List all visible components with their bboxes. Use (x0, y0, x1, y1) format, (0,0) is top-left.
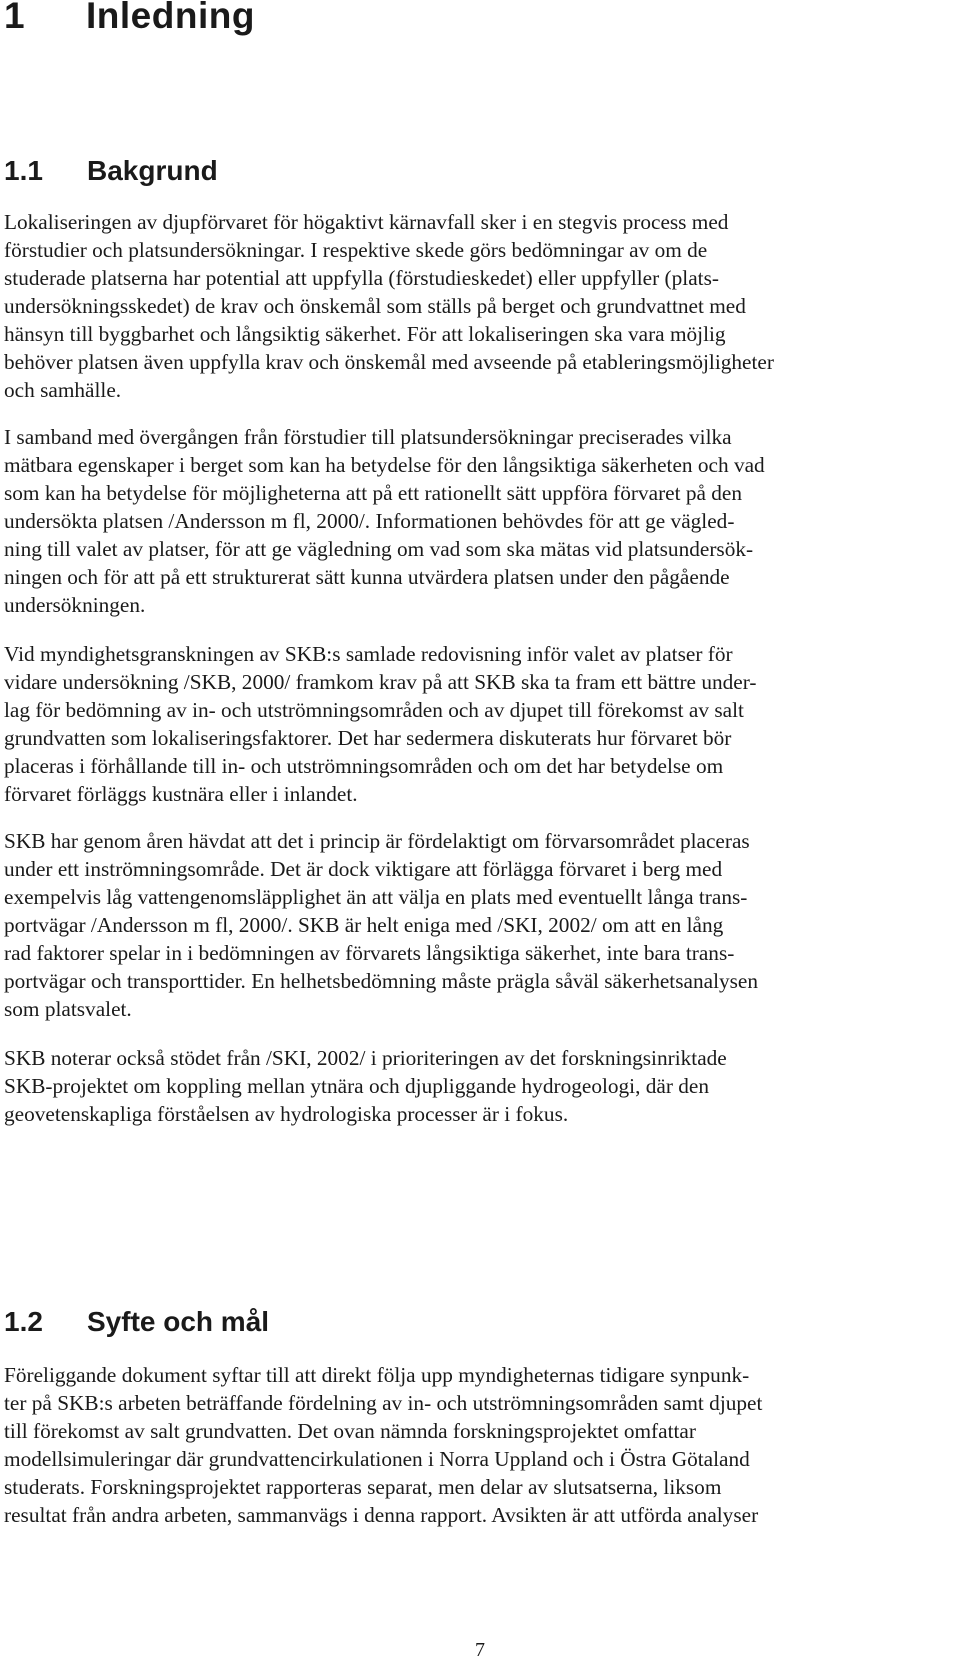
text-line: behöver platsen även uppfylla krav och önskemål med avseende på etableringsmöjligheter (4, 350, 774, 374)
text-line: exempelvis låg vattengenomsläpplighet än att välja en plats med eventuellt långa trans- (4, 885, 748, 909)
text-line: resultat från andra arbeten, sammanvägs i denna rapport. Avsikten är att utförda analyser (4, 1503, 759, 1527)
text-line: modellsimuleringar där grundvattencirkulationen i Norra Uppland och i Östra Götaland (4, 1447, 750, 1471)
text-line: och samhälle. (4, 378, 122, 402)
text-line: I samband med övergången från förstudier till platsundersökningar preciserades vilka (4, 425, 732, 449)
text-line: SKB-projektet om koppling mellan ytnära och djupliggande hydrogeologi, där den (4, 1074, 710, 1098)
text-line: ter på SKB:s arbeten beträffande fördelning av in- och utströmningsområden samt djupet (4, 1391, 763, 1415)
text-line: vidare undersökning /SKB, 2000/ framkom krav på att SKB ska ta fram ett bättre under- (4, 670, 757, 694)
text-line: undersökningen. (4, 593, 146, 617)
text-line: ningen och för att på ett strukturerat sätt kunna utvärdera platsen under den pågående (4, 565, 730, 589)
text-line: undersökningsskedet) de krav och önskemål som ställs på berget och grundvattnet med (4, 294, 746, 318)
paragraph (4, 827, 956, 1023)
section-heading-syfte-och-mal (4, 1306, 269, 1338)
text-line: hänsyn till byggbarhet och långsiktig säkerhet. För att lokaliseringen ska vara möjlig (4, 322, 726, 346)
text-line: grundvatten som lokaliseringsfaktorer. Det har sedermera diskuterats hur förvaret bör (4, 726, 732, 750)
text-line: till förekomst av salt grundvatten. Det ovan nämnda forskningsprojektet omfattar (4, 1419, 696, 1443)
text-line: undersökta platsen /Andersson m fl, 2000/. Informationen behövdes för att ge vägled- (4, 509, 735, 533)
chapter-heading (4, 0, 255, 36)
text-line: geovetenskapliga förståelsen av hydrologiska processer är i fokus. (4, 1102, 569, 1126)
text-line: som platsvalet. (4, 997, 132, 1021)
paragraph (4, 208, 956, 404)
text-line: SKB har genom åren hävdat att det i princip är fördelaktigt om förvarsområdet placeras (4, 829, 750, 853)
text-line: som kan ha betydelse för möjligheterna att på ett rationellt sätt uppföra förvaret på den (4, 481, 743, 505)
text-line: portvägar och transporttider. En helhetsbedömning måste prägla såväl säkerhetsanalysen (4, 969, 759, 993)
section-number: 1.1 (4, 155, 43, 186)
paragraph (4, 423, 956, 619)
chapter-number: 1 (4, 0, 26, 36)
text-line: studerade platserna har potential att uppfylla (förstudieskedet) eller uppfyller (plats- (4, 266, 719, 290)
paragraph (4, 1044, 956, 1128)
text-line: under ett inströmningsområde. Det är dock viktigare att förlägga förvaret i berg med (4, 857, 723, 881)
text-line: SKB noterar också stödet från /SKI, 2002/ i prioriteringen av det forskningsinriktade (4, 1046, 727, 1070)
text-line: förvaret förläggs kustnära eller i inlandet. (4, 782, 358, 806)
chapter-title: Inledning (86, 0, 255, 36)
text-line: rad faktorer spelar in i bedömningen av förvarets långsiktiga säkerhet, inte bara trans- (4, 941, 735, 965)
text-line: ning till valet av platser, för att ge vägledning om vad som ska mätas vid platsundersök- (4, 537, 754, 561)
paragraph (4, 1361, 956, 1529)
text-line: studerats. Forskningsprojektet rapporteras separat, men delar av slutsatserna, liksom (4, 1475, 722, 1499)
page-number: 7 (475, 1639, 485, 1661)
text-line: placeras i förhållande till in- och utströmningsområden och om det har betydelse om (4, 754, 724, 778)
text-line: lag för bedömning av in- och utströmningsområden och av djupet till förekomst av salt (4, 698, 744, 722)
section-heading-bakgrund (4, 155, 218, 187)
text-line: portvägar /Andersson m fl, 2000/. SKB är helt eniga med /SKI, 2002/ om att en lång (4, 913, 724, 937)
text-line: Lokaliseringen av djupförvaret för högaktivt kärnavfall sker i en stegvis process med (4, 210, 729, 234)
text-line: Vid myndighetsgranskningen av SKB:s samlade redovisning inför valet av platser för (4, 642, 733, 666)
text-line: Föreliggande dokument syftar till att direkt följa upp myndigheternas tidigare synpunk- (4, 1363, 750, 1387)
text-line: förstudier och platsundersökningar. I respektive skede görs bedömningar av om de (4, 238, 708, 262)
text-line: mätbara egenskaper i berget som kan ha betydelse för den långsiktiga säkerheten och vad (4, 453, 765, 477)
paragraph (4, 640, 956, 808)
section-number: 1.2 (4, 1306, 43, 1337)
section-title: Syfte och mål (87, 1306, 270, 1337)
section-title: Bakgrund (87, 155, 218, 186)
